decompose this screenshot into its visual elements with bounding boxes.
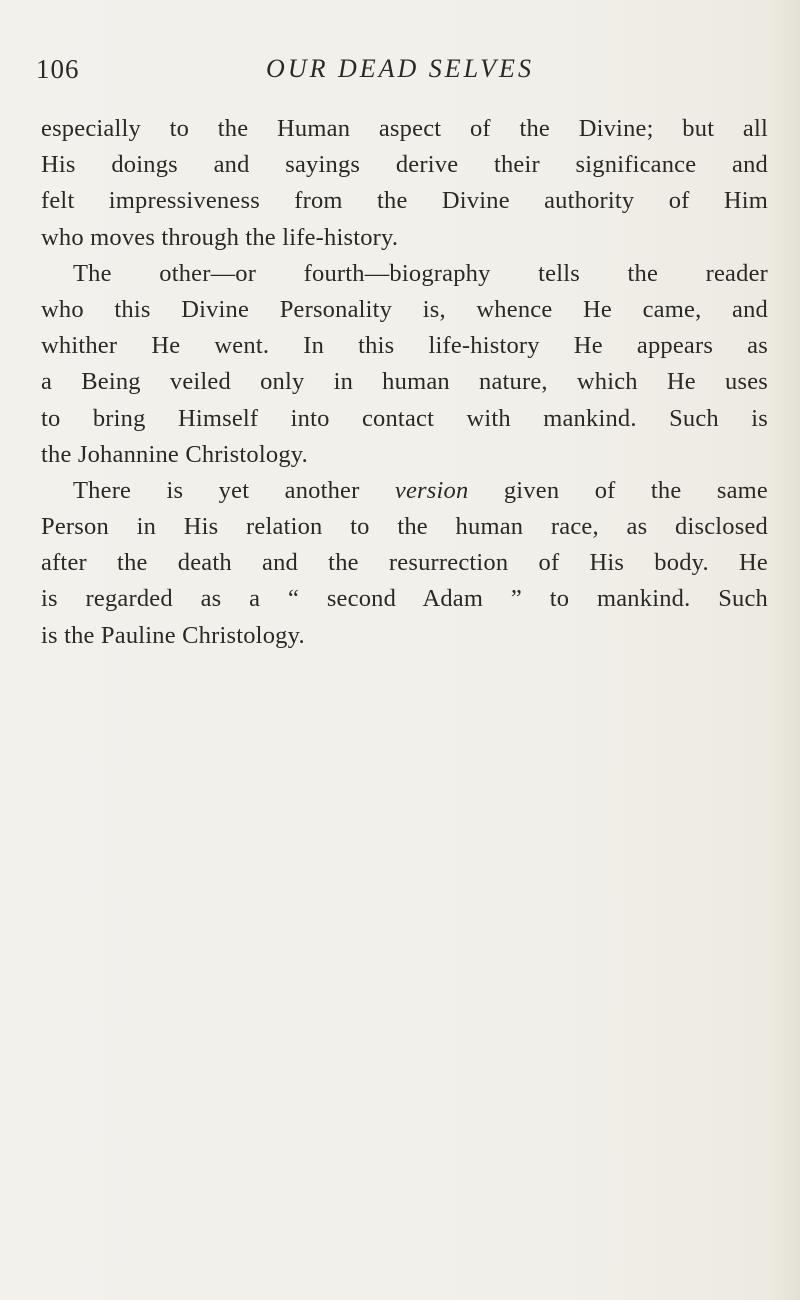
text-line: who this Divine Personality is, whence He came, and <box>41 295 768 323</box>
paragraph-2 <box>41 256 768 473</box>
running-title: OUR DEAD SELVES <box>266 54 534 83</box>
text-line: felt impressiveness from the Divine authority of Him <box>41 187 768 215</box>
text-line: who moves through the life-history. <box>41 223 399 251</box>
text-line: is the Pauline Christology. <box>41 621 305 649</box>
text-line <box>41 473 768 509</box>
text-line: The other—or fourth—biography tells the reader <box>73 259 768 287</box>
text-line: Person in His relation to the human race, as disclosed <box>41 513 768 541</box>
text-line: is regarded as a “ second Adam ” to mankind. Such <box>41 585 768 613</box>
text-line: the Johannine Christology. <box>41 440 308 468</box>
paragraph-3 <box>41 473 768 654</box>
page-number: 106 <box>36 54 80 84</box>
text-line: whither He went. In this life-history He appears as <box>41 332 768 360</box>
text-line: after the death and the resurrection of His body. He <box>41 549 768 577</box>
text-line: a Being veiled only in human nature, which He uses <box>41 368 768 396</box>
italic-word: version <box>394 476 469 504</box>
paragraph-1 <box>41 111 768 256</box>
text-line: to bring Himself into contact with mankind. Such is <box>41 404 768 432</box>
body-text <box>41 111 768 654</box>
text-fragment: given of the same <box>468 476 768 504</box>
text-line: especially to the Human aspect of the Divine; but all <box>41 115 768 142</box>
text-fragment: There is yet another <box>73 476 395 504</box>
text-line: His doings and sayings derive their significance and <box>41 151 768 179</box>
page-header <box>0 52 800 92</box>
